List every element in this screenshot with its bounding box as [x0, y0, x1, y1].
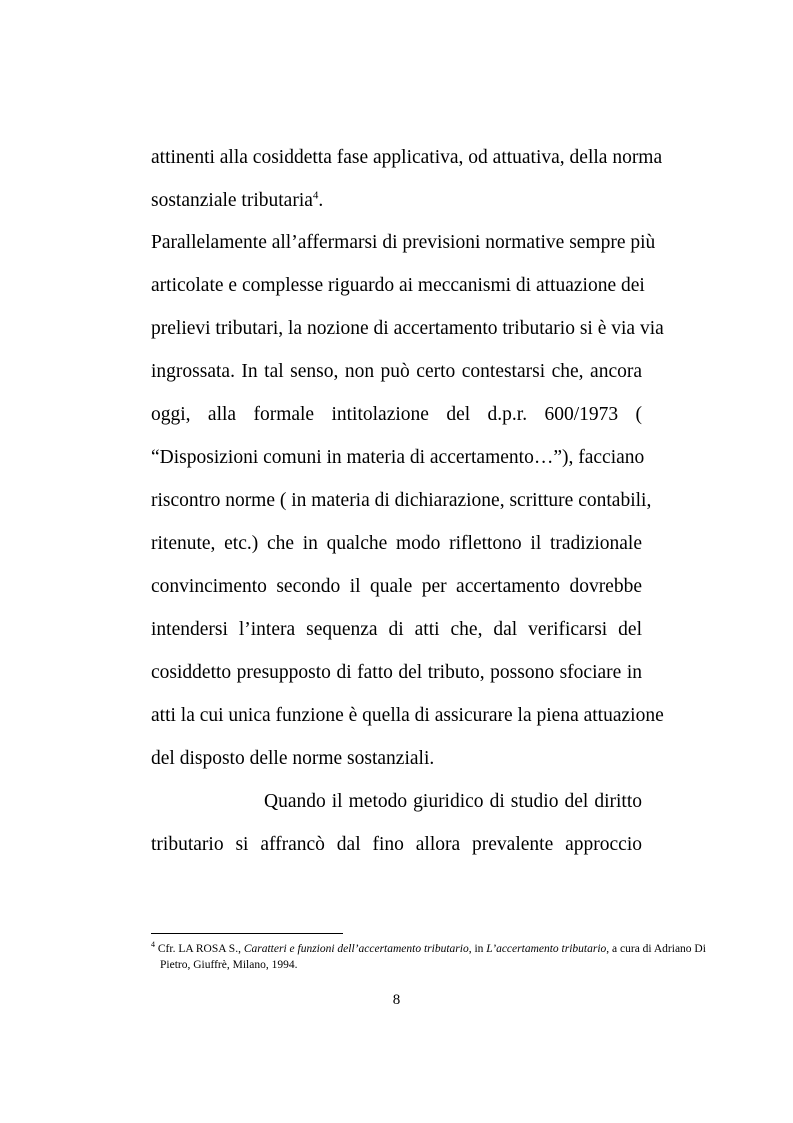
- footnote-middle: , in: [468, 943, 487, 955]
- footnote-title: Caratteri e funzioni dell’accertamento tributario: [243, 943, 469, 955]
- body-line-16: Quando il metodo giuridico di studio del diritto: [264, 791, 642, 812]
- body-line-2-text: sostanziale tributaria: [151, 190, 313, 211]
- body-line-17: tributario si affrancò dal fino allora prevalente approccio: [151, 834, 642, 855]
- body-line-4: articolate e complesse riguardo ai meccanismi di attuazione dei: [151, 275, 645, 296]
- body-line-14: atti la cui unica funzione è quella di assicurare la piena attuazione: [151, 705, 664, 726]
- footnote-line-2: Pietro, Giuffrè, Milano, 1994.: [160, 959, 298, 971]
- body-line-1: attinenti alla cosiddetta fase applicativa, od attuativa, della norma: [151, 147, 663, 168]
- body-line-7: oggi, alla formale intitolazione del d.p.r. 600/1973 (: [151, 404, 642, 425]
- footnote-separator: [151, 933, 343, 934]
- footnote-number: 4: [151, 940, 155, 950]
- footnote-line-1: [151, 940, 706, 957]
- footnote-book: L’accertamento tributario: [486, 943, 607, 955]
- body-line-12: intendersi l’intera sequenza di atti che, dal verificarsi del: [151, 619, 642, 640]
- body-line-6: ingrossata. In tal senso, non può certo contestarsi che, ancora: [151, 361, 642, 382]
- footnote-prefix: Cfr. LA ROSA S.,: [157, 943, 244, 955]
- body-line-13: cosiddetto presupposto di fatto del tributo, possono sfociare in: [151, 662, 642, 683]
- body-line-8: “Disposizioni comuni in materia di accertamento…”), facciano: [151, 447, 645, 468]
- footnote-reference[interactable]: 4: [312, 189, 319, 202]
- body-line-2-period: .: [318, 190, 324, 211]
- page-number: 8: [392, 992, 401, 1008]
- body-line-10: ritenute, etc.) che in qualche modo riflettono il tradizionale: [151, 533, 642, 554]
- body-line-2: [151, 189, 642, 213]
- body-line-3: Parallelamente all’affermarsi di previsioni normative sempre più: [151, 232, 656, 253]
- body-line-11: convincimento secondo il quale per accertamento dovrebbe: [151, 576, 642, 597]
- body-line-9: riscontro norme ( in materia di dichiarazione, scritture contabili,: [151, 490, 652, 511]
- body-line-15: del disposto delle norme sostanziali.: [151, 748, 435, 769]
- footnote-suffix: , a cura di Adriano Di: [606, 943, 706, 955]
- body-line-5: prelievi tributari, la nozione di accertamento tributario si è via via: [151, 318, 664, 339]
